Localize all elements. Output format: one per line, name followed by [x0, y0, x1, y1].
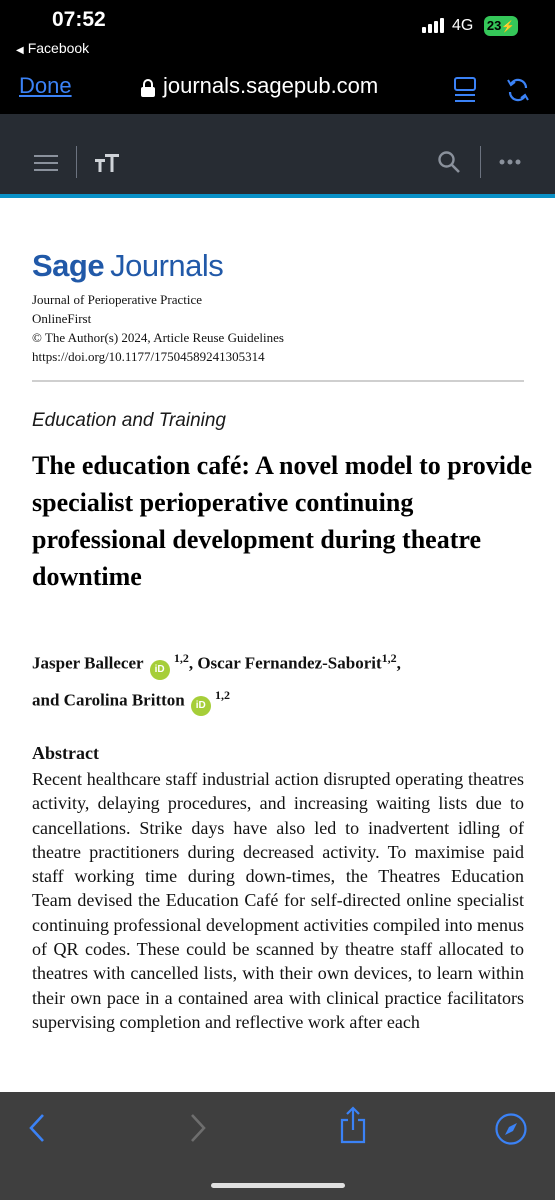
toolbar-divider	[480, 146, 481, 178]
share-icon[interactable]	[339, 1106, 367, 1144]
url-text[interactable]: journals.sagepub.com	[163, 73, 379, 98]
author-and: and	[32, 690, 64, 710]
battery-icon	[484, 16, 518, 36]
back-arrow-icon[interactable]	[28, 1113, 46, 1143]
journal-meta	[32, 290, 284, 366]
done-button[interactable]: Done	[19, 73, 72, 98]
author-list	[32, 643, 532, 716]
publication-stage: OnlineFirst	[32, 311, 92, 326]
toolbar-divider	[76, 146, 77, 178]
site-toolbar	[0, 114, 555, 198]
text-size-icon[interactable]	[95, 152, 121, 174]
lock-icon	[140, 78, 156, 98]
compass-icon[interactable]	[494, 1112, 528, 1146]
abstract-heading: Abstract	[32, 743, 99, 763]
author-name[interactable]: Oscar Fernandez-Saborit	[197, 653, 382, 673]
browser-address-bar	[0, 64, 555, 114]
forward-arrow-icon[interactable]	[189, 1113, 207, 1143]
network-type: 4G	[452, 17, 474, 34]
sage-journals-logo[interactable]	[32, 248, 223, 284]
home-indicator[interactable]	[211, 1183, 345, 1188]
author-separator: ,	[188, 653, 198, 673]
abstract-text: Recent healthcare staff industrial action disrupted operating theatres activity, delaying procedures, and increasing waiting lists due to cancellations. Strike days have also led to inadvertent idling of theatre practitioners during decreased activity. To maximise paid staff working time during down-times, the Theatres Education Team devised the Education Café for self-directed online specialist continuing professional development activities compiled into menus of QR codes. These could be scanned by theatre staff allocated to theatres with cancelled lists, with their own devices, to learn within their own pace in a contained area with clinical practice facilitators supervising completion and reflective work after each	[32, 769, 524, 1032]
article-title: The education café: A novel model to provide specialist perioperative continuing professional development during theatre downtime	[32, 451, 533, 591]
orcid-icon[interactable]: iD	[150, 660, 170, 680]
clock: 07:52	[52, 8, 106, 31]
logo-journals: Journals	[110, 248, 224, 283]
signal-strength-icon	[422, 17, 444, 33]
battery-level: 23	[486, 18, 502, 33]
copyright-line[interactable]: © The Author(s) 2024, Article Reuse Guidelines	[32, 330, 284, 345]
reload-icon[interactable]	[504, 76, 532, 104]
article-category: Education and Training	[32, 410, 226, 431]
author-affiliation: 1,2	[214, 687, 230, 702]
divider	[32, 380, 524, 382]
back-triangle-icon: ◀	[16, 45, 24, 56]
author-affiliation: 1,2	[173, 651, 189, 665]
reader-mode-icon[interactable]	[452, 76, 478, 104]
author-separator: ,	[396, 653, 401, 673]
more-options-icon[interactable]	[499, 159, 521, 165]
author-name[interactable]: Jasper Ballecer	[32, 653, 144, 673]
toolbar-accent-line	[0, 194, 555, 198]
back-app-label: Facebook	[27, 40, 90, 56]
hamburger-menu-icon[interactable]	[34, 154, 58, 172]
status-bar	[0, 0, 555, 64]
orcid-icon[interactable]: iD	[191, 696, 211, 716]
logo-sage: Sage	[32, 248, 105, 283]
author-name[interactable]: Carolina Britton	[63, 690, 185, 710]
journal-name[interactable]: Journal of Perioperative Practice	[32, 292, 203, 307]
doi-link[interactable]: https://doi.org/10.1177/17504589241305314	[32, 349, 265, 364]
charging-bolt-icon: ⚡	[501, 21, 516, 33]
back-to-app-link[interactable]	[16, 40, 89, 56]
author-affiliation: 1,2	[381, 651, 397, 665]
search-icon[interactable]	[437, 150, 461, 174]
